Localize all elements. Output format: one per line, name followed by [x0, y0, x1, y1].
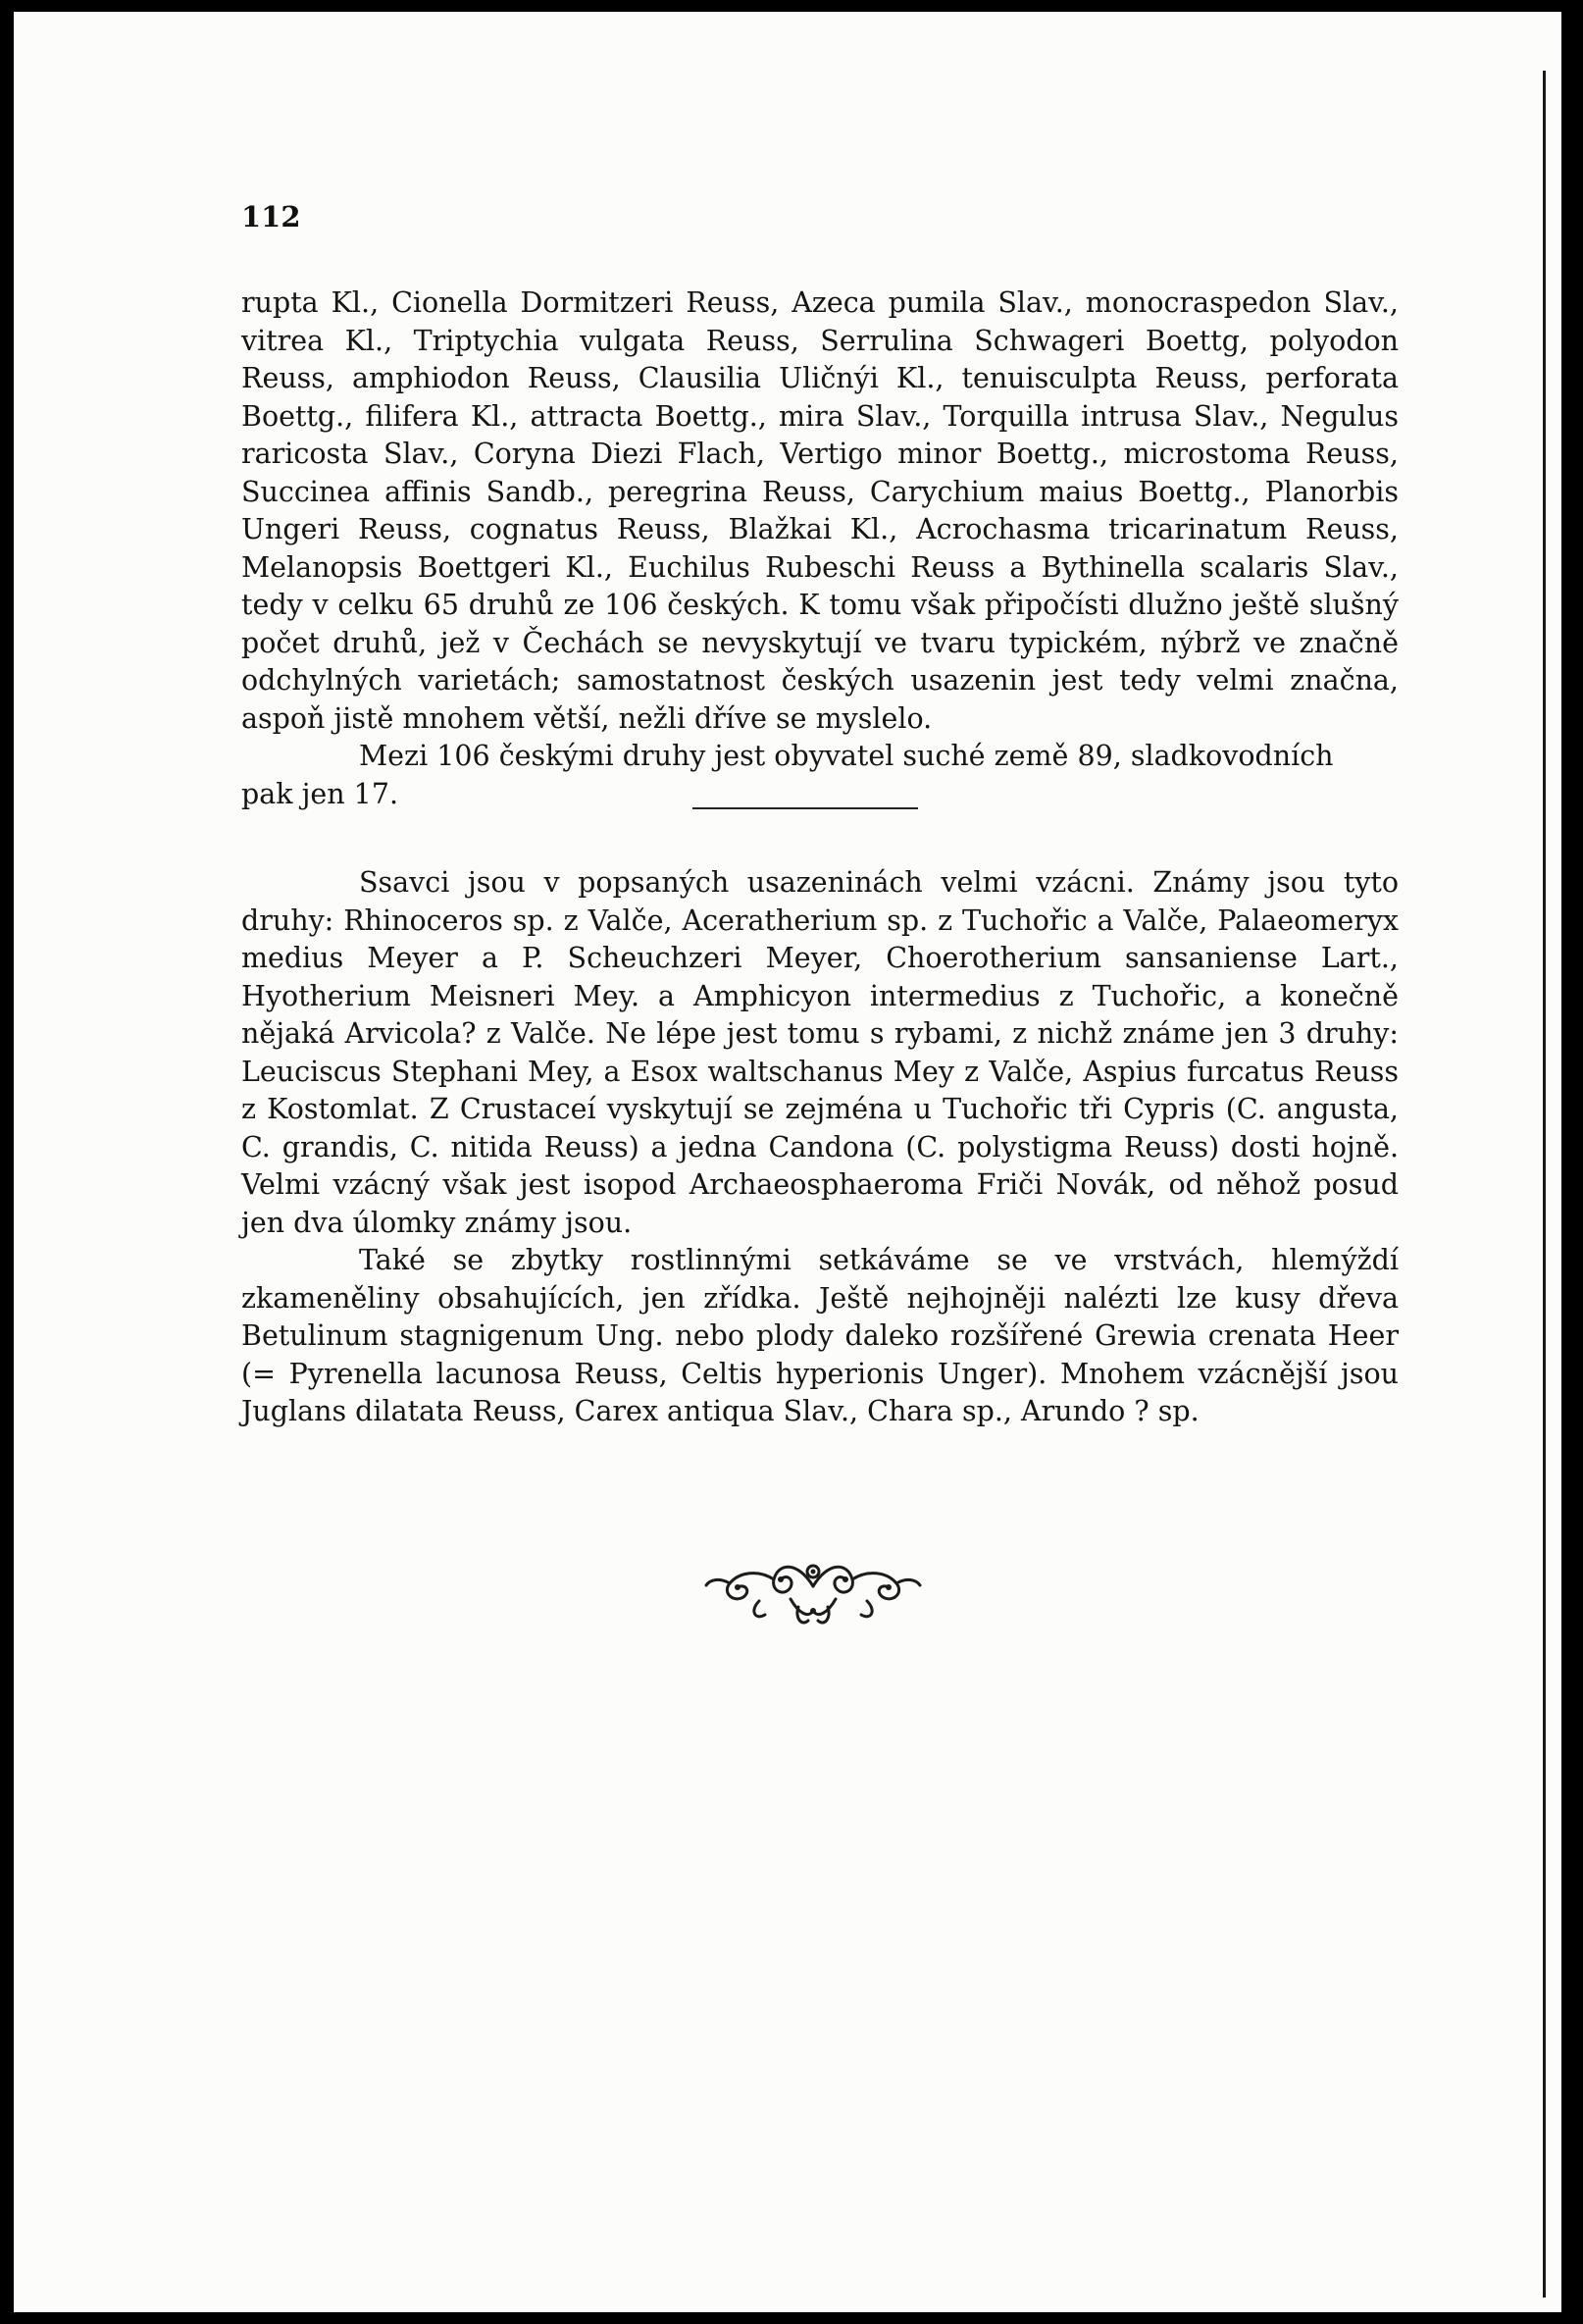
paragraph-plant-remains: Také se zbytky rostlinnými setkáváme se ve vrstvách, hlemýždí zkamenělinу obsahujících, jen zřídka. Ještě nejhojněji nalézti lze kusy dřeva Betulinum stagnigenum Ung. nebo plody daleko rozšířené Grewia crenata Heer (= Pyrenella lacunosa Reuss, Celtis hyperionis Unger). Mnohem vzácnější jsou Juglans dilatata Reuss, Carex antiqua Slav., Chara sp., Arundo ? sp.	[241, 1244, 1399, 1427]
page-number: 112	[241, 200, 301, 233]
paragraph-species-count: Mezi 106 českými druhy jest obyvatel suché země 89, sladkovodních	[359, 740, 1334, 772]
section-spacer	[241, 813, 1399, 864]
page-paper	[14, 12, 1561, 2312]
decorative-ornament	[700, 1542, 926, 1630]
paragraph-mammals-fish: Ssavci jsou v popsaných usazeninách velmi vzácni. Známy jsou tyto druhy: Rhinoceros sp. z Valče, Aceratherium sp. z Tuchořic a Valče, Palaeomeryx medius Meyer a P. Scheuchzeri Meyer, Choerotherium sansaniense Lart., Hyotherium Meisneri Mey. a Amphicyon intermedius z Tuchořic, a konečně nějaká Arvicola? z Valče. Ne lépe jest tomu s rybami, z nichž známe jen 3 druhy: Leuciscus Stephani Mey, a Esox waltschanus Mey z Valče, Aspius furcatus Reuss z Kostomlat. Z Crustaceí vyskytují se zejména u Tuchořic tři Cypris (C. angusta, C. grandis, C. nitida Reuss) a jedna Candona (C. polystigma Reuss) dosti hojně. Velmi vzácný však jest isopod Archaeosphaeroma Friči Novák, od něhož posud jen dva úlomky známy jsou.	[241, 866, 1399, 1239]
binding-edge-line	[1543, 71, 1546, 2298]
section-divider-rule	[692, 807, 918, 809]
text-block	[241, 200, 1399, 1431]
paragraph-mollusc-list: rupta Kl., Cionella Dormitzeri Reuss, Azeca pumila Slav., monocraspedon Slav., vitrea Kl., Triptychia vulgata Reuss, Serrulina Schwageri Boettg, polyodon Reuss, amphiodon Reuss, Clausilia Uličnýi Kl., tenuisculpta Reuss, perforata Boettg., filifera Kl., attracta Boettg., mira Slav., Torquilla intrusa Slav., Negulus raricosta Slav., Coryna Diezi Flach, Vertigo minor Boettg., microstoma Reuss, Succinea affinis Sandb., peregrina Reuss, Carychium maius Boettg., Planorbis Ungeri Reuss, cognatus Reuss, Blažkai Kl., Acrochasma tricarinatum Reuss, Melanopsis Boettgeri Kl., Euchilus Rubeschi Reuss a Bythinella scalaris Slav., tedy v celku 65 druhů ze 106 českých. K tomu však připočísti dlužno ještě slušný počet druhů, jež v Čechách se nevyskytují ve tvaru typickém, nýbrž ve značně odchylných varietách; samostatnost českých usazenin jest tedy velmi značna, aspoň jistě mnohem větší, nežli dříve se myslelo.	[241, 286, 1399, 735]
paragraph-species-count-tail-row	[241, 776, 1399, 814]
paragraph-species-count-tail: pak jen 17.	[241, 777, 399, 810]
